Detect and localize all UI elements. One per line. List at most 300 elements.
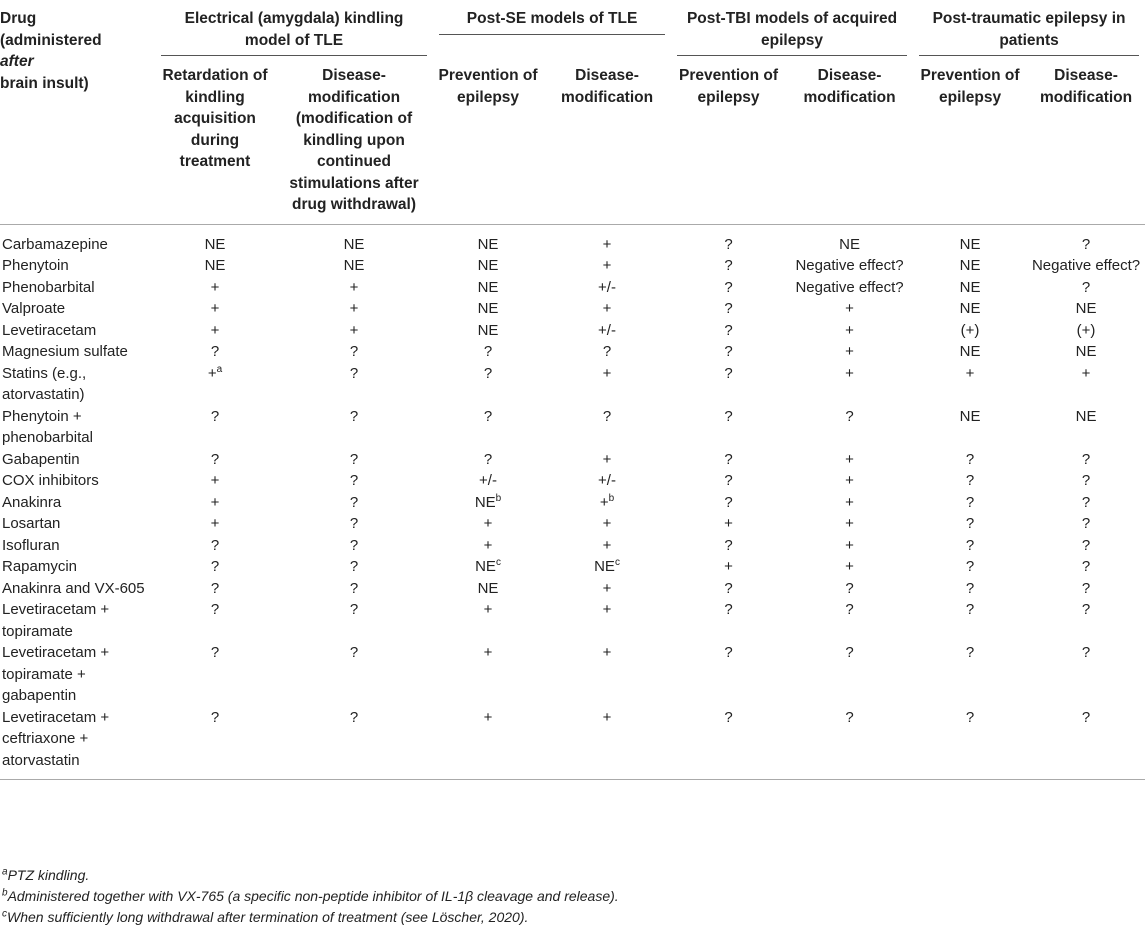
value-cell (913, 224, 1027, 255)
value-text: ? (724, 601, 733, 618)
value-cell (433, 449, 543, 471)
value-text: ? (483, 407, 493, 425)
value-cell (913, 363, 1027, 406)
value-text: NE (959, 278, 981, 296)
value-cell (543, 513, 671, 535)
value-text: ? (210, 343, 220, 360)
value-cell (786, 341, 913, 363)
value-text: ? (349, 343, 359, 360)
value-cell (275, 363, 433, 406)
value-cell (671, 406, 786, 449)
table-row (0, 320, 1145, 342)
value-text: ? (210, 601, 220, 618)
value-text: NE (839, 235, 860, 253)
table-row (0, 406, 1145, 449)
value-cell (671, 298, 786, 320)
table-row (0, 363, 1145, 406)
footnote-text: Administered together with VX-765 (a specific non-peptide inhibitor of IL-1β cleavage and release). (7, 888, 619, 904)
value-cell (1027, 406, 1145, 449)
value-text: + (483, 708, 493, 726)
sub-header: Retardation of kindling acquisition during treatment (155, 61, 275, 224)
value-text: ? (965, 450, 975, 468)
value-cell (275, 535, 433, 557)
value-cell (433, 406, 543, 449)
value-cell (543, 642, 671, 707)
drug-name-cell: Rapamycin (2, 558, 78, 575)
value-text: NE (959, 257, 981, 274)
value-cell (155, 406, 275, 449)
footnote-text: PTZ kindling. (7, 867, 90, 883)
value-cell (275, 320, 433, 342)
value-text: ? (845, 708, 854, 726)
value-cell (1027, 298, 1145, 320)
value-text: + (483, 515, 493, 532)
value-cell (786, 642, 913, 707)
value-cell (433, 513, 543, 535)
value-text: NE (1075, 300, 1097, 317)
value-text: ? (483, 450, 493, 468)
value-text: ? (602, 407, 612, 425)
table-row (0, 341, 1145, 363)
value-cell (155, 642, 275, 707)
value-cell (155, 535, 275, 557)
value-text: ? (210, 708, 220, 726)
table-row (0, 277, 1145, 299)
drug-name-cell: Magnesium sulfate (2, 343, 128, 360)
value-text: + (602, 300, 612, 317)
value-text: + (845, 536, 854, 554)
table-row (0, 513, 1145, 535)
value-text: ? (845, 579, 854, 597)
drug-header-line: brain insult) (0, 74, 89, 92)
value-text: ? (602, 343, 612, 360)
value-text: ? (349, 558, 359, 575)
value-cell (671, 599, 786, 642)
value-text: + (349, 300, 359, 317)
value-text: NE (1075, 343, 1097, 360)
value-text: ? (724, 708, 733, 726)
value-text: ? (724, 450, 733, 468)
value-text: ? (1081, 493, 1091, 511)
value-text: Negative effect? (1031, 257, 1141, 274)
value-cell (1027, 363, 1145, 406)
value-cell (433, 255, 543, 277)
value-cell (913, 320, 1027, 342)
value-text: ? (349, 472, 359, 489)
value-cell (671, 535, 786, 557)
value-text: + (349, 321, 359, 339)
value-cell (786, 535, 913, 557)
value-cell (1027, 642, 1145, 707)
value-cell (543, 492, 671, 514)
value-text: ? (483, 343, 493, 360)
value-cell (913, 449, 1027, 471)
sub-header: Disease-modification (1027, 61, 1145, 224)
value-cell (1027, 470, 1145, 492)
value-text: + (602, 536, 612, 554)
value-text: + (845, 515, 854, 532)
value-text: ? (965, 493, 975, 511)
value-cell (913, 341, 1027, 363)
value-cell (1027, 320, 1145, 342)
value-cell (155, 363, 275, 406)
value-text: ? (1081, 644, 1091, 661)
value-cell (671, 320, 786, 342)
value-cell (543, 556, 671, 578)
value-text: + (845, 321, 854, 339)
value-text: ? (845, 407, 854, 425)
value-text: ? (965, 558, 975, 575)
value-text: + (602, 579, 612, 597)
value-text: + (845, 343, 854, 360)
value-cell (433, 363, 543, 406)
value-cell (786, 320, 913, 342)
value-cell (671, 449, 786, 471)
value-text: + (845, 558, 854, 575)
value-cell (433, 277, 543, 299)
table-body (0, 224, 1145, 780)
value-text: + (602, 235, 612, 253)
value-cell (913, 707, 1027, 780)
value-cell (786, 556, 913, 578)
value-cell (1027, 449, 1145, 471)
value-cell (786, 513, 913, 535)
value-cell (155, 470, 275, 492)
value-cell (913, 599, 1027, 642)
value-text: ? (1081, 601, 1091, 618)
value-cell (275, 341, 433, 363)
value-text: + (210, 321, 220, 339)
value-cell (543, 470, 671, 492)
value-cell (433, 492, 543, 514)
drug-name-cell: Losartan (2, 515, 61, 532)
footnote (2, 907, 619, 928)
value-text: ? (724, 644, 733, 661)
value-text: + (965, 364, 975, 382)
value-cell (671, 363, 786, 406)
value-cell (786, 277, 913, 299)
value-text: ? (965, 708, 975, 726)
value-cell (786, 470, 913, 492)
value-cell (155, 320, 275, 342)
table-row (0, 298, 1145, 320)
value-text: NE (959, 343, 981, 360)
value-cell (1027, 255, 1145, 277)
value-text: ? (1081, 579, 1091, 597)
value-text: + (724, 515, 733, 532)
value-cell (433, 320, 543, 342)
value-text: + (845, 364, 854, 382)
value-cell (543, 535, 671, 557)
value-cell (671, 224, 786, 255)
value-cell (433, 470, 543, 492)
footnote-mark: c (2, 908, 7, 920)
drug-name-cell: Gabapentin (2, 450, 80, 468)
drug-name-cell: Phenytoin (2, 257, 69, 274)
value-cell (433, 224, 543, 255)
value-text: ? (210, 644, 220, 661)
value-text: ? (965, 515, 975, 532)
value-cell (275, 513, 433, 535)
value-text: NE (474, 493, 496, 511)
value-cell (913, 406, 1027, 449)
value-text: Negative effect? (795, 278, 904, 296)
value-cell (433, 341, 543, 363)
value-text: +/- (598, 278, 616, 296)
value-text: ? (349, 493, 359, 511)
value-text: ? (724, 257, 733, 274)
value-text: ? (1081, 450, 1091, 468)
value-text: ? (724, 407, 733, 425)
table-row (0, 449, 1145, 471)
footnote-mark: b (2, 887, 8, 899)
value-text: ? (349, 601, 359, 618)
value-text: ? (210, 407, 220, 425)
value-text: + (602, 450, 612, 468)
value-cell (543, 578, 671, 600)
value-text: NE (477, 235, 499, 253)
value-cell (1027, 492, 1145, 514)
value-cell (1027, 224, 1145, 255)
drug-header-line: (administered (0, 31, 102, 49)
drug-column-header (0, 0, 155, 224)
value-text: NE (477, 579, 499, 597)
value-cell (1027, 535, 1145, 557)
table-row (0, 578, 1145, 600)
value-cell (543, 363, 671, 406)
value-cell (275, 642, 433, 707)
value-text: + (483, 536, 493, 554)
table-row (0, 492, 1145, 514)
value-cell (786, 363, 913, 406)
value-text: ? (724, 579, 733, 597)
value-text: ? (724, 364, 733, 382)
table-row (0, 535, 1145, 557)
value-cell (543, 707, 671, 780)
sub-header: Prevention of epilepsy (671, 61, 786, 224)
value-cell (433, 642, 543, 707)
value-cell (155, 255, 275, 277)
value-cell (913, 255, 1027, 277)
value-cell (433, 535, 543, 557)
value-text: NE (475, 558, 496, 575)
value-cell (433, 556, 543, 578)
value-cell (275, 492, 433, 514)
value-cell (275, 277, 433, 299)
value-cell (671, 277, 786, 299)
value-cell (671, 255, 786, 277)
footnote-text: When sufficiently long withdrawal after termination of treatment (see Löscher, 2020). (7, 909, 529, 925)
value-text: ? (349, 708, 359, 726)
drug-name-cell: COX inhibitors (2, 472, 99, 489)
value-text: + (1081, 364, 1091, 382)
drug-name-cell: Anakinra (2, 493, 62, 511)
value-cell (786, 492, 913, 514)
footnote-mark: a (2, 866, 8, 878)
footnote (2, 865, 619, 886)
value-text: ? (724, 493, 733, 511)
value-cell (913, 470, 1027, 492)
value-cell (913, 556, 1027, 578)
sub-header: Prevention of epilepsy (913, 61, 1027, 224)
footnotes (2, 865, 619, 928)
drug-name-cell: Isofluran (2, 536, 60, 554)
value-text: NE (477, 300, 499, 317)
value-cell (543, 406, 671, 449)
value-text: (+) (960, 321, 980, 339)
value-text: ? (724, 343, 733, 360)
group-header-post-se: Post-SE models of TLE (433, 0, 671, 61)
footnote-mark: b (608, 492, 615, 504)
value-text: ? (965, 472, 975, 489)
drug-name-cell: Levetiracetam (2, 321, 97, 339)
group-header-patients: Post-traumatic epilepsy in patients (913, 0, 1145, 61)
value-cell (671, 642, 786, 707)
value-cell (786, 449, 913, 471)
value-text: ? (483, 364, 493, 382)
value-text: ? (349, 579, 359, 597)
value-text: NE (343, 257, 365, 274)
table-row (0, 470, 1145, 492)
value-text: ? (724, 536, 733, 554)
value-cell (155, 599, 275, 642)
value-cell (1027, 513, 1145, 535)
value-cell (275, 578, 433, 600)
value-cell (275, 298, 433, 320)
value-text: + (207, 364, 217, 382)
value-cell (155, 341, 275, 363)
value-cell (671, 470, 786, 492)
value-text: NE (343, 235, 365, 253)
value-cell (155, 298, 275, 320)
value-cell (543, 449, 671, 471)
value-text: ? (965, 579, 975, 597)
value-text: (+) (1076, 321, 1096, 339)
value-text: ? (210, 579, 220, 597)
value-cell (275, 224, 433, 255)
value-text: ? (349, 364, 359, 382)
value-text: + (602, 708, 612, 726)
value-text: +/- (598, 321, 616, 339)
value-cell (543, 255, 671, 277)
value-text: + (602, 644, 612, 661)
value-cell (275, 470, 433, 492)
footnote (2, 886, 619, 907)
value-text: ? (349, 450, 359, 468)
sub-header-row (0, 61, 1145, 224)
value-text: NE (477, 257, 499, 274)
value-text: ? (1081, 278, 1091, 296)
value-text: ? (965, 601, 975, 618)
value-text: ? (349, 407, 359, 425)
sub-header: Disease-modification (786, 61, 913, 224)
value-cell (786, 255, 913, 277)
value-text: ? (1081, 558, 1091, 575)
value-cell (155, 578, 275, 600)
value-text: ? (724, 472, 733, 489)
drug-header-line: Drug (0, 10, 37, 27)
value-cell (155, 513, 275, 535)
value-cell (433, 298, 543, 320)
value-text: NE (959, 407, 981, 425)
value-text: Negative effect? (795, 257, 904, 274)
table-row (0, 599, 1145, 642)
group-header-kindling: Electrical (amygdala) kindling model of TLE (155, 0, 433, 61)
value-cell (786, 707, 913, 780)
value-text: + (210, 278, 220, 296)
footnote-mark: c (614, 557, 620, 568)
drug-name-cell: Levetiracetam + topiramate + gabapentin (2, 644, 110, 704)
value-cell (155, 224, 275, 255)
value-cell (786, 298, 913, 320)
value-text: NE (959, 235, 981, 253)
value-text: + (210, 493, 220, 511)
sub-header: Prevention of epilepsy (433, 61, 543, 224)
value-text: NE (477, 278, 499, 296)
value-cell (543, 277, 671, 299)
value-text: ? (1081, 472, 1091, 489)
value-cell (433, 578, 543, 600)
value-cell (275, 556, 433, 578)
footnote-mark: c (495, 557, 501, 568)
value-cell (155, 707, 275, 780)
value-text: NE (204, 257, 226, 274)
value-cell (275, 599, 433, 642)
value-cell (913, 513, 1027, 535)
value-text: + (599, 493, 609, 511)
value-cell (433, 599, 543, 642)
value-text: + (210, 515, 220, 532)
sub-header: Disease-modification (modification of kindling upon continued stimulations after drug withdrawal) (275, 61, 433, 224)
value-text: + (602, 364, 612, 382)
table-row (0, 255, 1145, 277)
value-text: ? (965, 644, 975, 661)
value-text: NE (594, 558, 615, 575)
value-cell (543, 341, 671, 363)
value-text: ? (349, 515, 359, 532)
table-row (0, 224, 1145, 255)
value-cell (671, 513, 786, 535)
value-text: NE (204, 235, 226, 253)
value-text: ? (724, 300, 733, 317)
value-text: ? (210, 450, 220, 468)
group-header-post-tbi: Post-TBI models of acquired epilepsy (671, 0, 913, 61)
value-text: + (602, 257, 612, 274)
value-text: + (845, 493, 854, 511)
value-text: NE (1075, 407, 1097, 425)
value-text: + (483, 644, 493, 661)
value-cell (1027, 578, 1145, 600)
value-cell (671, 578, 786, 600)
value-text: ? (349, 644, 359, 661)
value-text: ? (845, 601, 854, 618)
value-text: +/- (479, 472, 497, 489)
value-cell (1027, 341, 1145, 363)
drug-name-cell: Statins (e.g., atorvastatin) (2, 364, 87, 403)
value-cell (913, 535, 1027, 557)
value-text: ? (724, 278, 733, 296)
value-cell (155, 449, 275, 471)
value-text: + (602, 515, 612, 532)
value-cell (913, 298, 1027, 320)
value-text: + (845, 472, 854, 489)
drug-name-cell: Levetiracetam + topiramate (2, 601, 110, 640)
value-text: + (483, 601, 493, 618)
value-cell (543, 224, 671, 255)
value-text: + (210, 300, 220, 317)
value-text: + (845, 450, 854, 468)
table-row (0, 556, 1145, 578)
